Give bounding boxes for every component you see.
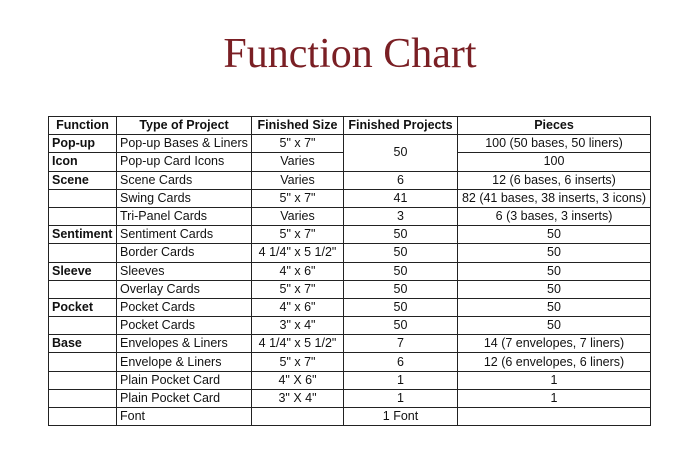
projects-cell: 50 <box>344 135 458 171</box>
pieces-cell: 100 <box>458 153 651 171</box>
table-row <box>49 171 651 189</box>
pieces-cell: 14 (7 envelopes, 7 liners) <box>458 335 651 353</box>
type-cell: Tri-Panel Cards <box>117 207 252 225</box>
type-cell: Sentiment Cards <box>117 226 252 244</box>
function-cell: Base <box>49 335 117 353</box>
size-cell: 5" x 7" <box>252 189 344 207</box>
type-cell: Envelope & Liners <box>117 353 252 371</box>
function-cell <box>49 408 117 426</box>
function-cell: Scene <box>49 171 117 189</box>
table-row <box>49 353 651 371</box>
function-cell <box>49 317 117 335</box>
projects-cell: 41 <box>344 189 458 207</box>
function-cell <box>49 207 117 225</box>
function-cell <box>49 371 117 389</box>
function-cell <box>49 189 117 207</box>
type-cell: Envelopes & Liners <box>117 335 252 353</box>
size-cell: 5" x 7" <box>252 353 344 371</box>
type-cell: Pocket Cards <box>117 317 252 335</box>
table-row <box>49 280 651 298</box>
type-cell: Pop-up Card Icons <box>117 153 252 171</box>
type-cell: Plain Pocket Card <box>117 389 252 407</box>
pieces-cell: 50 <box>458 262 651 280</box>
table-row <box>49 389 651 407</box>
projects-cell: 3 <box>344 207 458 225</box>
table-row <box>49 408 651 426</box>
size-cell: 5" x 7" <box>252 135 344 153</box>
table-header-row <box>49 117 651 135</box>
projects-cell: 50 <box>344 280 458 298</box>
pieces-cell: 50 <box>458 280 651 298</box>
page-title: Function Chart <box>223 31 477 77</box>
size-cell: 4 1/4" x 5 1/2" <box>252 335 344 353</box>
function-cell <box>49 244 117 262</box>
header-finished-size: Finished Size <box>252 117 344 135</box>
table-body <box>49 135 651 426</box>
projects-cell: 50 <box>344 262 458 280</box>
table-row <box>49 244 651 262</box>
projects-cell: 50 <box>344 298 458 316</box>
table-row <box>49 226 651 244</box>
pieces-cell: 12 (6 envelopes, 6 liners) <box>458 353 651 371</box>
type-cell: Sleeves <box>117 262 252 280</box>
table-row <box>49 135 651 153</box>
header-pieces: Pieces <box>458 117 651 135</box>
table-row <box>49 371 651 389</box>
projects-cell: 1 Font <box>344 408 458 426</box>
size-cell: 3" x 4" <box>252 317 344 335</box>
table-row <box>49 207 651 225</box>
pieces-cell: 100 (50 bases, 50 liners) <box>458 135 651 153</box>
pieces-cell: 6 (3 bases, 3 inserts) <box>458 207 651 225</box>
function-cell: Sentiment <box>49 226 117 244</box>
pieces-cell: 50 <box>458 298 651 316</box>
function-cell: Pop-up <box>49 135 117 153</box>
header-type-of-project: Type of Project <box>117 117 252 135</box>
projects-cell: 50 <box>344 317 458 335</box>
size-cell: 4" X 6" <box>252 371 344 389</box>
pieces-cell: 50 <box>458 317 651 335</box>
projects-cell: 50 <box>344 244 458 262</box>
type-cell: Overlay Cards <box>117 280 252 298</box>
header-function: Function <box>49 117 117 135</box>
projects-cell: 6 <box>344 353 458 371</box>
type-cell: Pocket Cards <box>117 298 252 316</box>
type-cell: Plain Pocket Card <box>117 371 252 389</box>
type-cell: Pop-up Bases & Liners <box>117 135 252 153</box>
pieces-cell: 82 (41 bases, 38 inserts, 3 icons) <box>458 189 651 207</box>
size-cell: 4" x 6" <box>252 298 344 316</box>
type-cell: Swing Cards <box>117 189 252 207</box>
pieces-cell: 1 <box>458 371 651 389</box>
size-cell: 3" X 4" <box>252 389 344 407</box>
table-row <box>49 298 651 316</box>
type-cell: Font <box>117 408 252 426</box>
size-cell: Varies <box>252 171 344 189</box>
function-cell: Pocket <box>49 298 117 316</box>
size-cell: Varies <box>252 207 344 225</box>
size-cell: Varies <box>252 153 344 171</box>
function-cell <box>49 389 117 407</box>
pieces-cell <box>458 408 651 426</box>
function-cell: Sleeve <box>49 262 117 280</box>
table-row <box>49 335 651 353</box>
table-row <box>49 262 651 280</box>
type-cell: Border Cards <box>117 244 252 262</box>
size-cell <box>252 408 344 426</box>
pieces-cell: 50 <box>458 226 651 244</box>
function-table <box>48 116 651 426</box>
projects-cell: 7 <box>344 335 458 353</box>
function-cell: Icon <box>49 153 117 171</box>
size-cell: 5" x 7" <box>252 280 344 298</box>
function-cell <box>49 353 117 371</box>
type-cell: Scene Cards <box>117 171 252 189</box>
projects-cell: 6 <box>344 171 458 189</box>
pieces-cell: 1 <box>458 389 651 407</box>
projects-cell: 1 <box>344 389 458 407</box>
projects-cell: 50 <box>344 226 458 244</box>
size-cell: 5" x 7" <box>252 226 344 244</box>
header-finished-projects: Finished Projects <box>344 117 458 135</box>
pieces-cell: 12 (6 bases, 6 inserts) <box>458 171 651 189</box>
table-row <box>49 189 651 207</box>
projects-cell: 1 <box>344 371 458 389</box>
table-row <box>49 317 651 335</box>
function-cell <box>49 280 117 298</box>
size-cell: 4 1/4" x 5 1/2" <box>252 244 344 262</box>
pieces-cell: 50 <box>458 244 651 262</box>
size-cell: 4" x 6" <box>252 262 344 280</box>
